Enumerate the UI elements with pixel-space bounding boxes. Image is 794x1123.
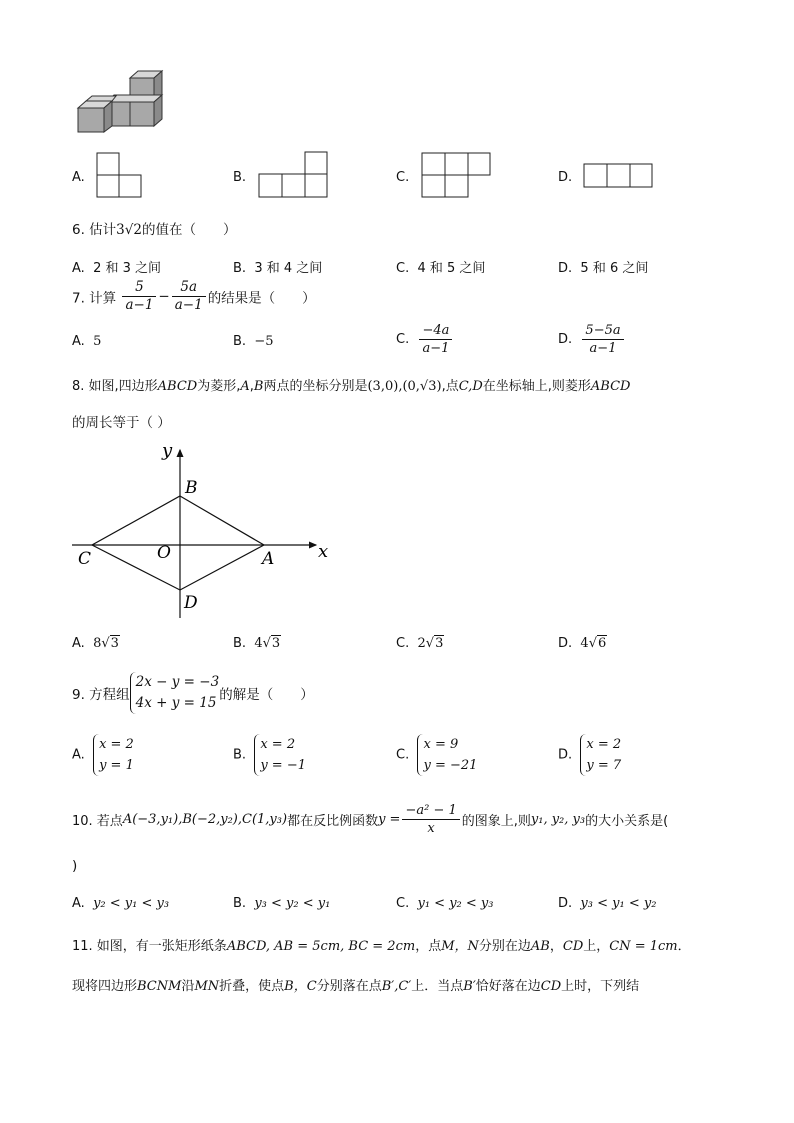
point-b-label: B <box>185 478 198 498</box>
origin-label: O <box>157 543 171 563</box>
q9-stem: 9. 方程组 2x − y = −3 4x + y = 15 的解是（ ） <box>72 672 314 714</box>
point-c-label: C <box>78 549 92 569</box>
q5-option-b-letter: B. <box>233 170 247 185</box>
rhombus-coordinate-figure <box>70 440 340 620</box>
q9-option-d: D. x = 2 y = 7 <box>558 734 621 776</box>
q10-stem-line1: 10. 若点A(−3,y₁),B(−2,y₂),C(1,y₃)都在反比例函数y = $\frac{\text{−a² − 1}}{x}$ 的图象上,则y₁, y₂, y₃的大小关系是( <box>72 803 669 836</box>
three-squares-with-top-right-icon <box>258 151 330 200</box>
three-squares-row-icon <box>583 163 655 189</box>
q11-stem-line2: 现将四边形BCNM沿MN折叠，使点B，C分别落在点B′,C′上．当点B′恰好落在边CD上时，下列结 <box>72 979 640 994</box>
q8-option-d: D. 4√6 <box>558 636 607 651</box>
q7-fraction2-numerator: 5a <box>172 279 206 297</box>
point-a-label: A <box>262 549 275 569</box>
q6-option-d: D. 5 和 6 之间 <box>558 261 649 276</box>
q7-option-c: C. $\frac{-4a}{a-1}$ <box>396 322 454 357</box>
q7-fraction1-numerator: 5 <box>122 279 156 297</box>
q9-equation2: 4x + y = 15 <box>135 695 217 711</box>
q9-option-c: C. x = 9 y = −21 <box>396 734 477 776</box>
rhombus-abcd <box>92 496 264 590</box>
q10-option-a: A. y₂ < y₁ < y₃ <box>72 896 170 911</box>
q10-option-c: C. y₁ < y₂ < y₃ <box>396 896 494 911</box>
q7-fraction2-denominator: a−1 <box>174 297 203 313</box>
q5-option-c-letter: C. <box>396 170 410 185</box>
q10-option-d: D. y₃ < y₁ < y₂ <box>558 896 657 911</box>
two-rows-offset-icon <box>421 152 493 200</box>
cube-stack-figure <box>72 68 168 134</box>
q8-option-a: A. 8√3 <box>72 636 119 651</box>
q11-stem-line1: 11. 如图，有一张矩形纸条ABCD, AB = 5cm, BC = 2cm，点M，N分别在边AB，CD上，CN = 1cm． <box>72 939 691 954</box>
q6-stem: 6. 估计3√2的值在（ ） <box>72 222 237 238</box>
q10-stem-line2: ) <box>72 858 78 874</box>
q6-expression: 3√2 <box>116 222 142 238</box>
point-d-label: D <box>184 593 198 613</box>
q7-stem: 7. 计算 $\frac{5}{a-1}$ − $\frac{5a}{a-1}$ 的结果是（ ） <box>72 279 316 313</box>
y-axis-label: y <box>162 440 173 461</box>
q7-fraction1-denominator: a−1 <box>125 297 154 313</box>
l-shape-view-icon <box>96 152 144 200</box>
x-axis-label: x <box>318 541 329 562</box>
q7-option-d: D. $\frac{5-5a}{a-1}$ <box>558 322 626 357</box>
q8-option-b: B. 4√3 <box>233 636 281 651</box>
q9-option-b: B. x = 2 y = −1 <box>233 734 306 776</box>
q5-option-d-letter: D. <box>558 170 573 185</box>
q9-equation1: 2x − y = −3 <box>135 674 220 690</box>
q6-option-b: B. 3 和 4 之间 <box>233 261 323 276</box>
q6-option-c: C. 4 和 5 之间 <box>396 261 486 276</box>
q8-stem-line1: 8. 如图,四边形ABCD为菱形,A,B两点的坐标分别是(3,0),(0,√3),点C,D在坐标轴上,则菱形ABCD <box>72 379 631 394</box>
q5-option-a-letter: A. <box>72 170 85 185</box>
q10-option-b: B. y₃ < y₂ < y₁ <box>233 896 331 911</box>
q6-option-a: A. 2 和 3 之间 <box>72 261 162 276</box>
q7-option-b: B. −5 <box>233 334 274 349</box>
q8-option-c: C. 2√3 <box>396 636 444 651</box>
q9-option-a: A. x = 2 y = 1 <box>72 734 134 776</box>
q8-stem-line2: 的周长等于（ ） <box>72 415 171 431</box>
q7-option-a: A. 5 <box>72 334 102 349</box>
